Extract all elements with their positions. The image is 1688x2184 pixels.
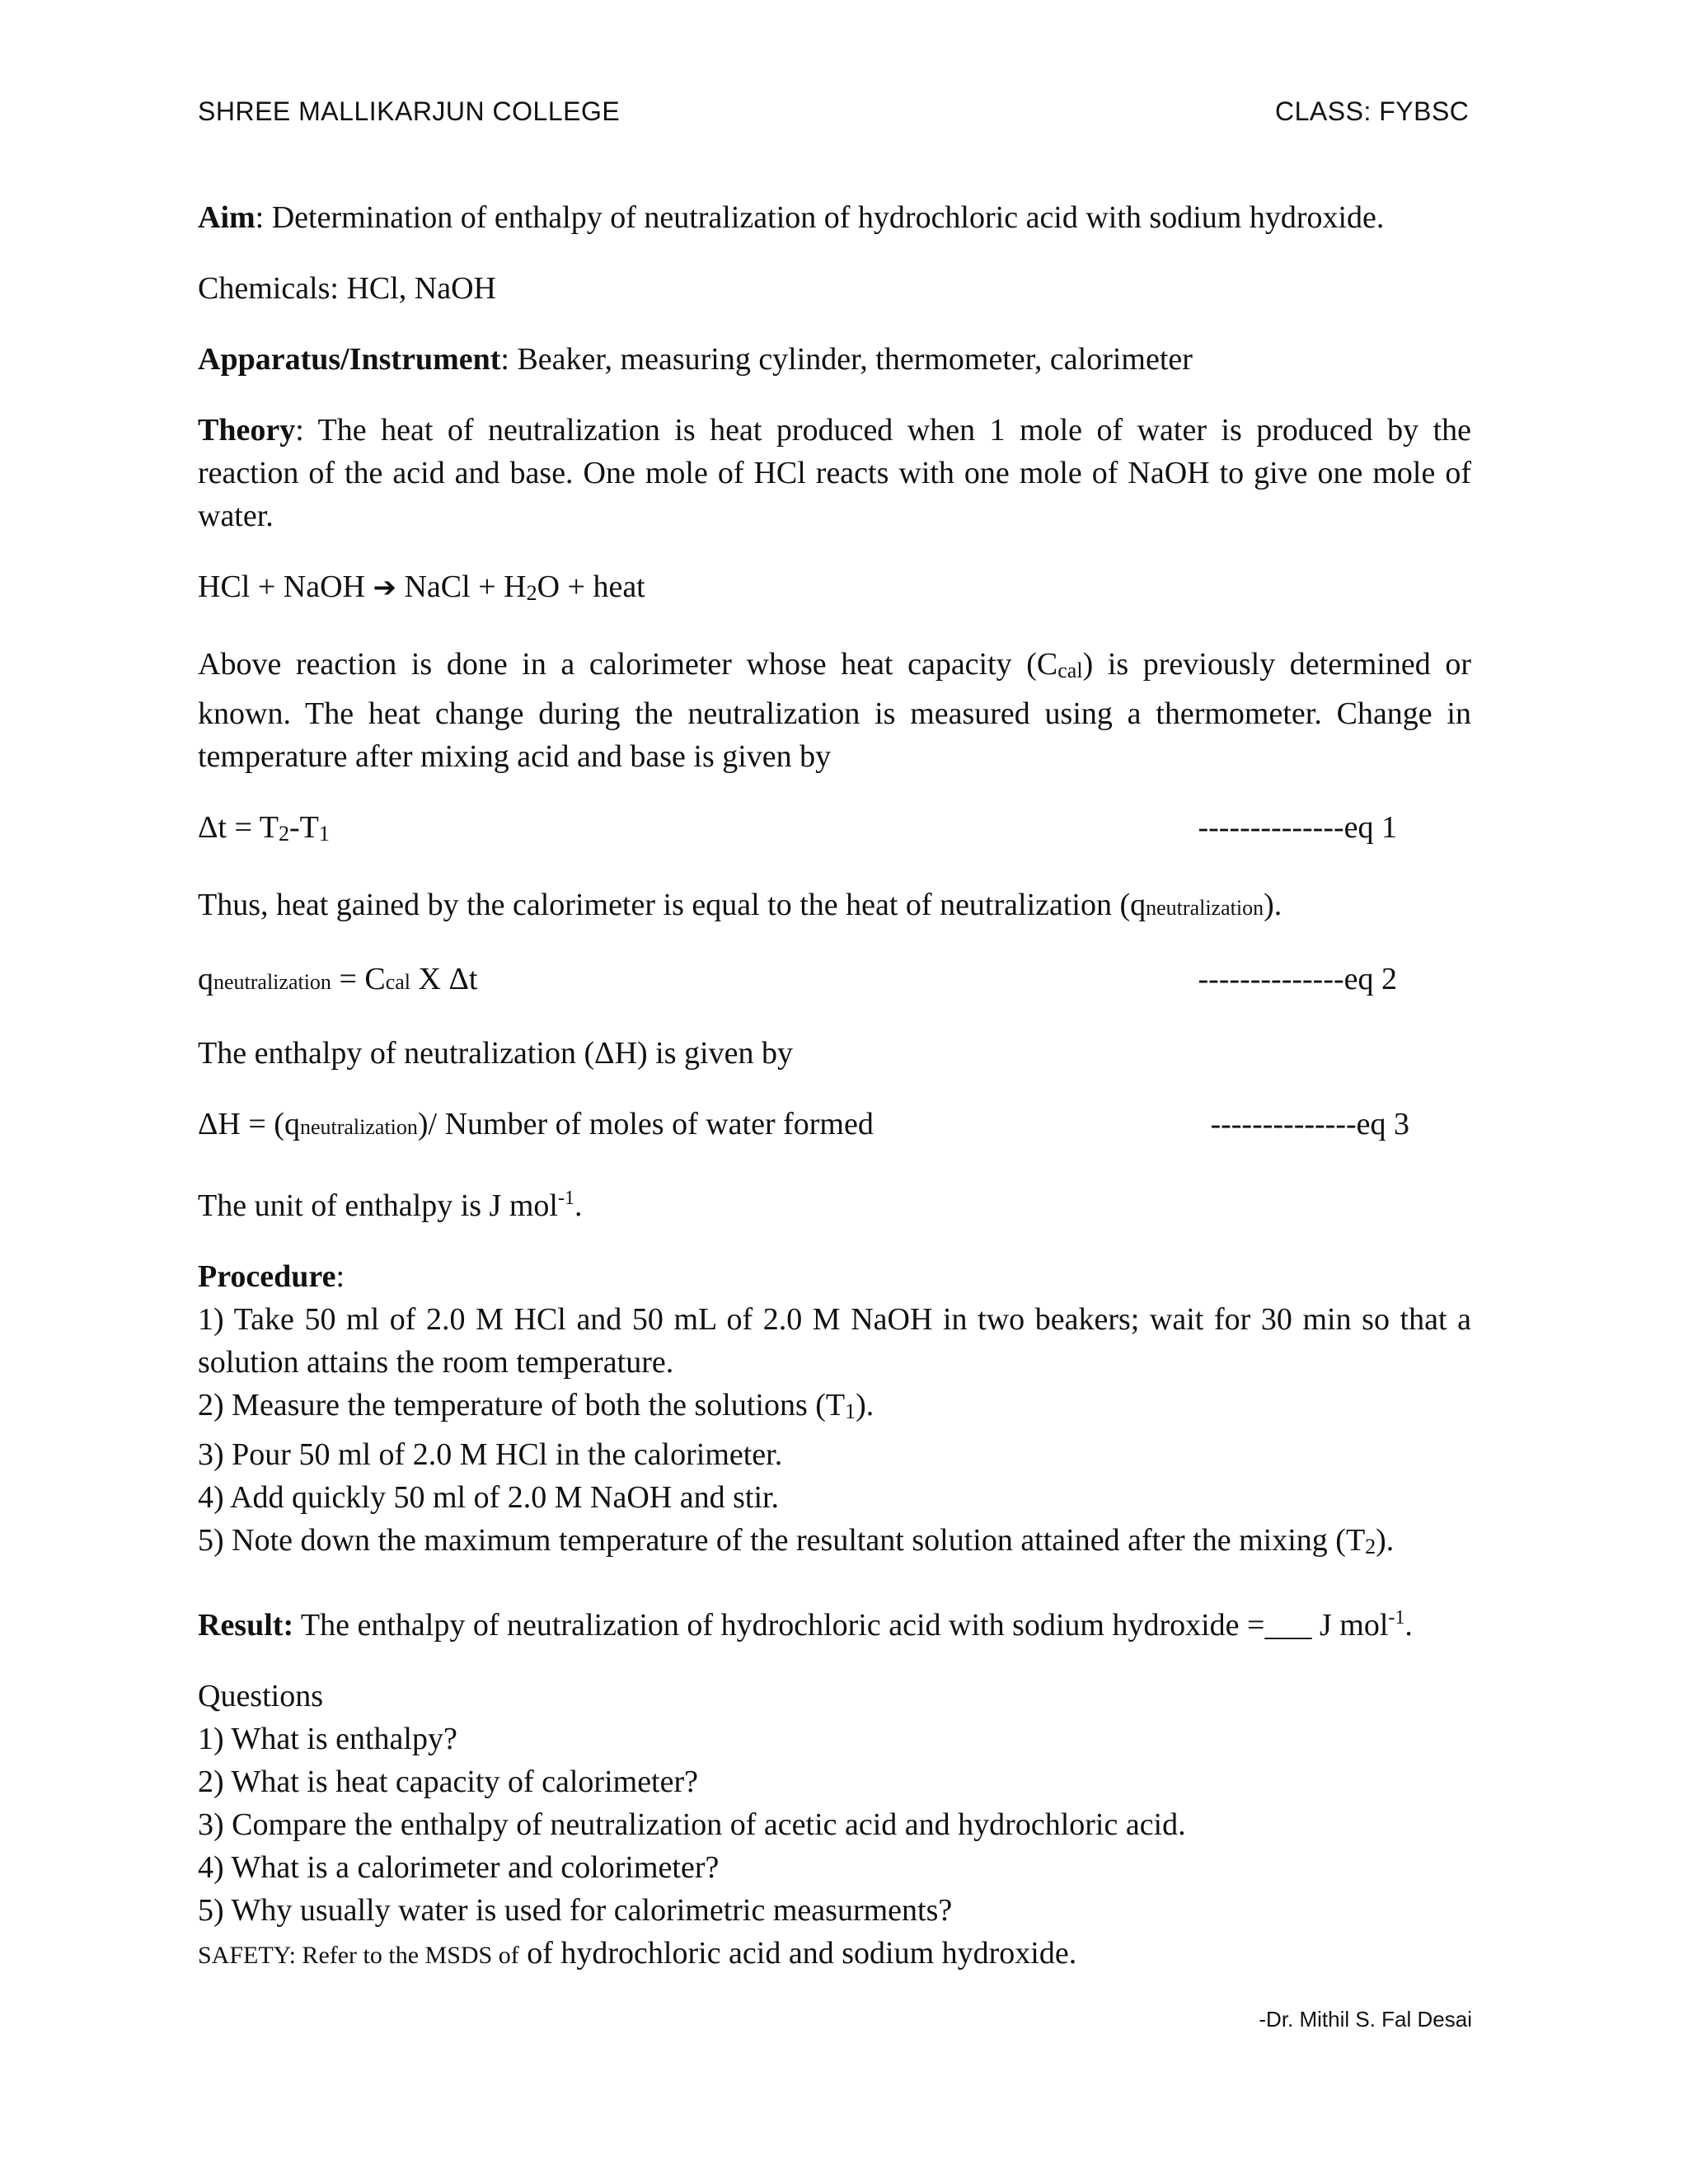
procedure-step: 1) Take 50 ml of 2.0 M HCl and 50 mL of 2.0 M NaOH in two beakers; wait for 30 min so that a solution attains the room temperature. [198,1302,1471,1380]
reaction-products-sub: 2 [526,581,537,605]
equation-2-body [198,958,477,1004]
result-text-b: . [1404,1608,1413,1643]
eq1-sub-2: 1 [318,822,330,846]
document-body [198,196,1471,1977]
eq3-part-b: )/ Number of moles of water formed [417,1107,874,1141]
thus-sub: neutralization [1146,896,1264,920]
step2-text-a: 2) Measure the temperature of both the solutions (T [198,1388,846,1422]
apparatus-label: Apparatus/Instrument [198,342,501,377]
question-item: 1) What is enthalpy? [198,1722,457,1756]
unit-text-b: . [574,1188,583,1223]
procedure-step: 3) Pour 50 ml of 2.0 M HCl in the calorimeter. [198,1437,783,1472]
header-college: SHREE MALLIKARJUN COLLEGE [198,96,621,126]
equation-1-body [198,806,330,855]
step2-sub: 1 [845,1399,856,1423]
questions-title: Questions [198,1679,323,1713]
equation-3-tag: --------------eq 3 [1210,1107,1409,1141]
aim-paragraph [198,196,1471,239]
author-signature: -Dr. Mithil S. Fal Desai [1259,2007,1472,2032]
unit-text-a: The unit of enthalpy is J mol [198,1188,558,1223]
thus-text-a: Thus, heat gained by the calorimeter is equal to the heat of neutralization (q [198,888,1146,922]
reaction-equation [198,565,1471,615]
procedure-colon: : [335,1259,345,1294]
safety-label: SAFETY: Refer to the MSDS of [198,1942,519,1969]
above-paragraph [198,643,1471,778]
reaction-reactants: HCl + NaOH [198,569,365,604]
questions-section [198,1675,1471,1932]
unit-sup: -1 [557,1188,574,1209]
reaction-products-a: NaCl + H [404,569,527,604]
procedure-step: 4) Add quickly 50 ml of 2.0 M NaOH and stir. [198,1480,780,1515]
theory-label: Theory [198,413,296,448]
thus-text-b: ). [1264,888,1282,922]
eq1-part-b: -T [288,810,319,845]
chemicals-paragraph: Chemicals: HCl, NaOH [198,271,497,306]
equation-3-body [198,1103,874,1149]
result-label: Result: [198,1608,294,1643]
eq2-part-a: q [198,962,213,996]
question-item: 5) Why usually water is used for calorimetric measurments? [198,1893,953,1928]
apparatus-text: : Beaker, measuring cylinder, thermometer, calorimeter [500,342,1193,377]
eq2-sub-1: neutralization [213,970,331,994]
enthalpy-given-line: The enthalpy of neutralization (ΔH) is given by [198,1036,793,1071]
header-class: CLASS: FYBSC [1275,96,1470,126]
equation-2 [198,958,1471,1004]
equation-1 [198,806,1471,855]
reaction-products-b: O + heat [537,569,645,604]
question-item: 3) Compare the enthalpy of neutralization of acetic acid and hydrochloric acid. [198,1807,1186,1842]
above-sub: cal [1057,658,1083,682]
unit-line [198,1177,1471,1227]
eq2-part-b: = C [331,962,386,996]
eq3-part-a: ΔH = (q [198,1107,300,1141]
eq2-part-c: X Δt [410,962,478,996]
thus-paragraph [198,883,1471,930]
question-item: 4) What is a calorimeter and colorimeter? [198,1850,720,1885]
procedure-label: Procedure [198,1259,336,1294]
procedure-section [198,1255,1471,1568]
eq2-sub-2: cal [385,970,411,994]
step5-text-b: ). [1376,1523,1395,1558]
step5-sub: 2 [1365,1535,1376,1558]
result-line [198,1596,1471,1647]
procedure-step [198,1519,1471,1568]
equation-1-tag: --------------eq 1 [1198,810,1397,845]
above-text-a: Above reaction is done in a calorimeter whose heat capacity (C [198,647,1058,682]
reaction-arrow-icon: ➔ [373,571,396,604]
apparatus-paragraph [198,338,1471,381]
step2-text-b: ). [856,1388,874,1422]
aim-text: : Determination of enthalpy of neutralization of hydrochloric acid with sodium hydroxide. [255,200,1385,235]
step5-text-a: 5) Note down the maximum temperature of the resultant solution attained after the mixing (T [198,1523,1366,1558]
safety-line [198,1932,1471,1977]
safety-text: of hydrochloric acid and sodium hydroxide. [518,1936,1077,1971]
procedure-step [198,1384,1471,1433]
eq1-sub-1: 2 [278,822,289,846]
theory-text: : The heat of neutralization is heat produced when 1 mole of water is produced by the reaction of the acid and base. One mole of HCl reacts with one mole of NaOH to give one mole of water. [198,413,1471,533]
eq3-sub: neutralization [299,1115,418,1139]
equation-2-tag: --------------eq 2 [1198,962,1397,996]
procedure-heading [198,1255,1471,1298]
equation-3 [198,1103,1471,1149]
theory-paragraph [198,409,1471,537]
eq1-part-a: Δt = T [198,810,279,845]
question-item: 2) What is heat capacity of calorimeter? [198,1765,698,1799]
above-text-b: ) is previously determined or known. The heat change during the neutralization is measured using a thermometer. Change in temperature after mixing acid and base is given by [198,647,1471,774]
result-text-a: The enthalpy of neutralization of hydrochloric acid with sodium hydroxide =___ J mol [293,1608,1389,1643]
aim-label: Aim [198,200,256,235]
procedure-list [198,1298,1471,1568]
questions-list [198,1718,1471,1932]
result-sup: -1 [1388,1607,1405,1629]
